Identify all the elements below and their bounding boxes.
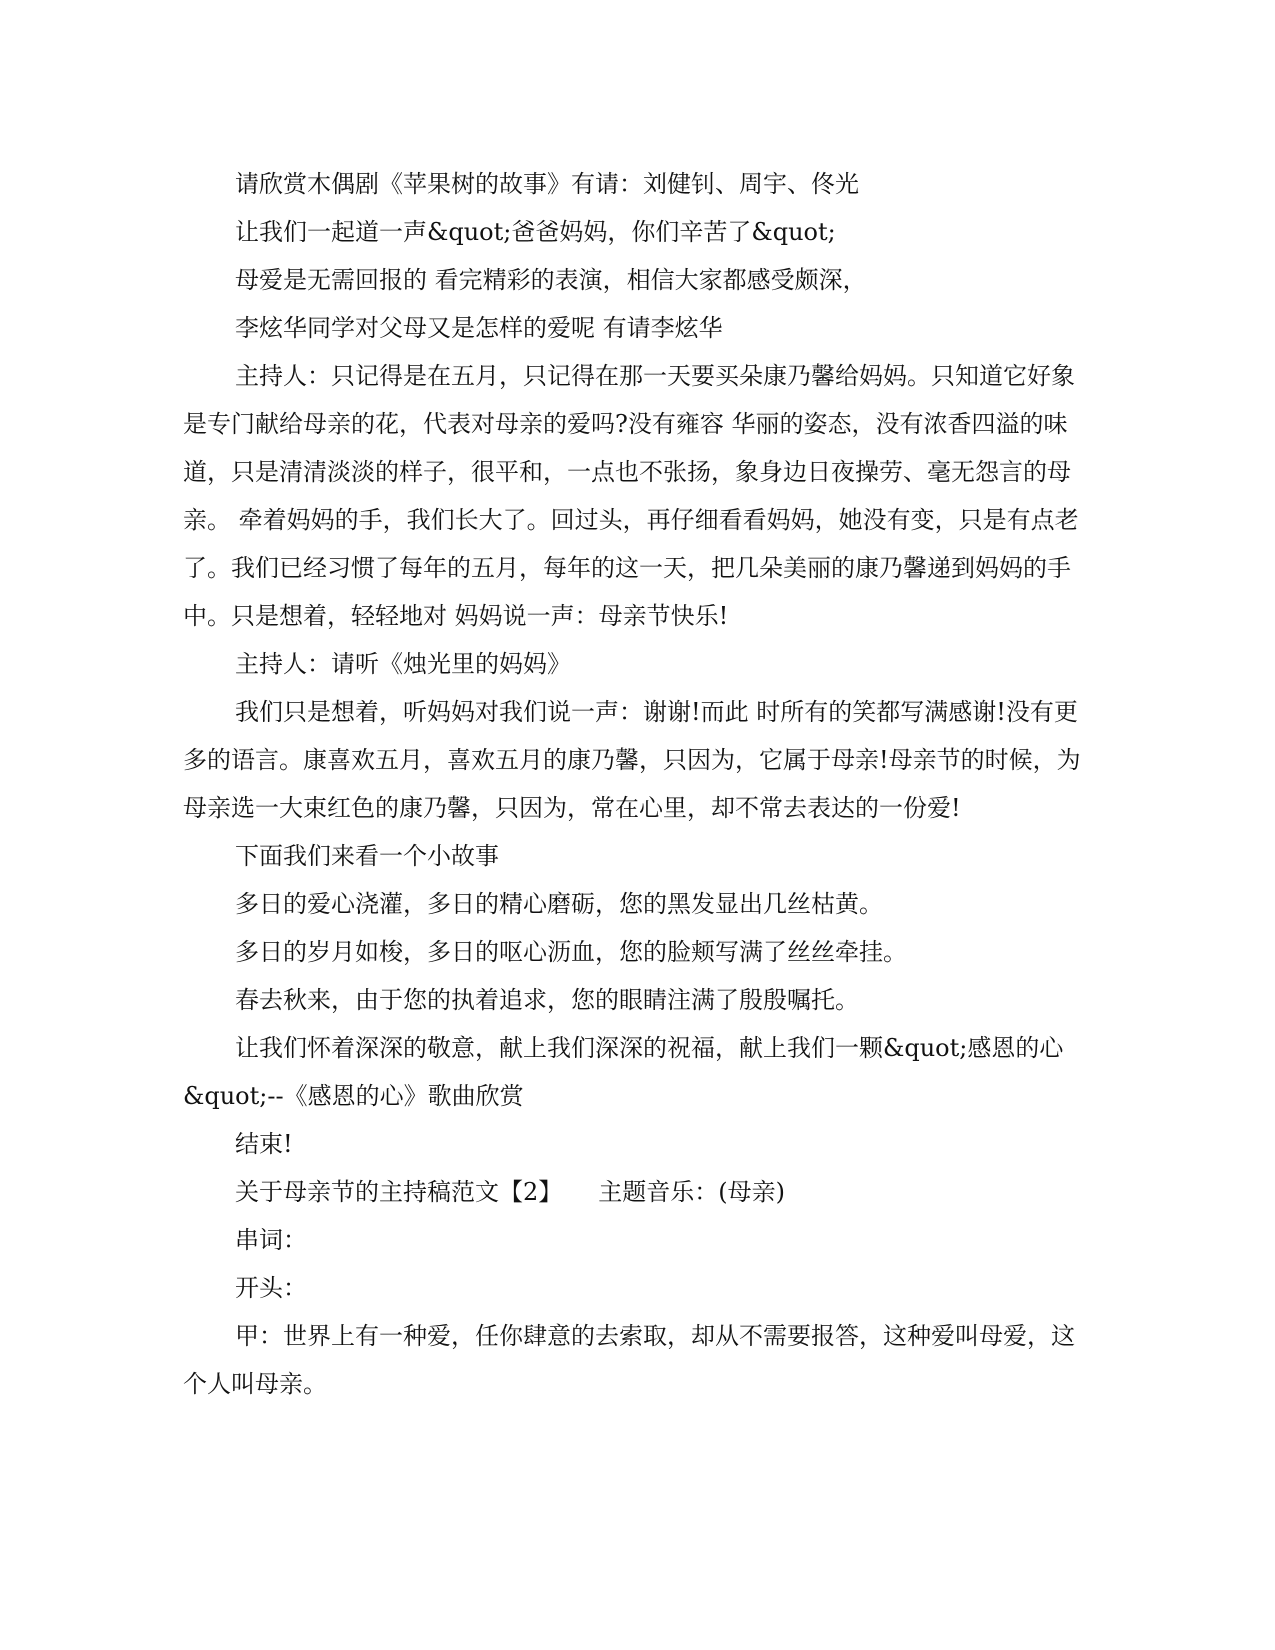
paragraph: 结束! <box>235 1130 293 1158</box>
paragraph: 让我们一起道一声&quot;爸爸妈妈，你们辛苦了&quot; <box>235 218 836 246</box>
paragraph: 主持人：只记得是在五月，只记得在那一天要买朵康乃馨给妈妈。只知道它好象是专门献给母亲的花，代表对母亲的爱吗?没有雍容 华丽的姿态，没有浓香四溢的味道，只是清清淡淡的样子，很平和，一点也不张扬，象身边日夜操劳、毫无怨言的母亲。 牵着妈妈的手，我们长大了。回过头，再仔细看看妈妈，她没有变，只是有点老了。我们已经习惯了每年的五月，每年的这一天，把几朵美丽的康乃馨递到妈妈的手中。只是想着，轻轻地对 妈妈说一声：母亲节快乐! <box>183 362 1079 630</box>
paragraph: 主持人：请听《烛光里的妈妈》 <box>235 650 571 678</box>
paragraph: 请欣赏木偶剧《苹果树的故事》有请：刘健钊、周宇、佟光 <box>235 170 859 198</box>
paragraph: 多日的爱心浇灌，多日的精心磨砺，您的黑发显出几丝枯黄。 <box>235 890 883 918</box>
paragraph: 甲：世界上有一种爱，任你肆意的去索取，却从不需要报答，这种爱叫母爱，这个人叫母亲。 <box>183 1322 1075 1398</box>
paragraph: 我们只是想着，听妈妈对我们说一声：谢谢!而此 时所有的笑都写满感谢!没有更多的语言。康喜欢五月，喜欢五月的康乃馨，只因为，它属于母亲!母亲节的时候，为母亲选一大束红色的康乃馨，只因为，常在心里，却不常去表达的一份爱! <box>183 698 1081 822</box>
paragraph: 让我们怀着深深的敬意，献上我们深深的祝福，献上我们一颗&quot;感恩的心&quot;--《感恩的心》歌曲欣赏 <box>183 1034 1064 1110</box>
paragraph: 串词： <box>235 1226 307 1254</box>
paragraph: 开头： <box>235 1274 307 1302</box>
paragraph: 下面我们来看一个小故事 <box>235 842 499 870</box>
paragraph: 多日的岁月如梭，多日的呕心沥血，您的脸颊写满了丝丝牵挂。 <box>235 938 907 966</box>
section-heading: 关于母亲节的主持稿范文【2】 主题音乐：(母亲) <box>235 1178 785 1206</box>
paragraph: 李炫华同学对父母又是怎样的爱呢 有请李炫华 <box>235 314 723 342</box>
paragraph: 春去秋来，由于您的执着追求，您的眼睛注满了殷殷嘱托。 <box>235 986 859 1014</box>
paragraph: 母爱是无需回报的 看完精彩的表演，相信大家都感受颇深， <box>235 266 867 294</box>
document-body <box>183 160 1083 1408</box>
